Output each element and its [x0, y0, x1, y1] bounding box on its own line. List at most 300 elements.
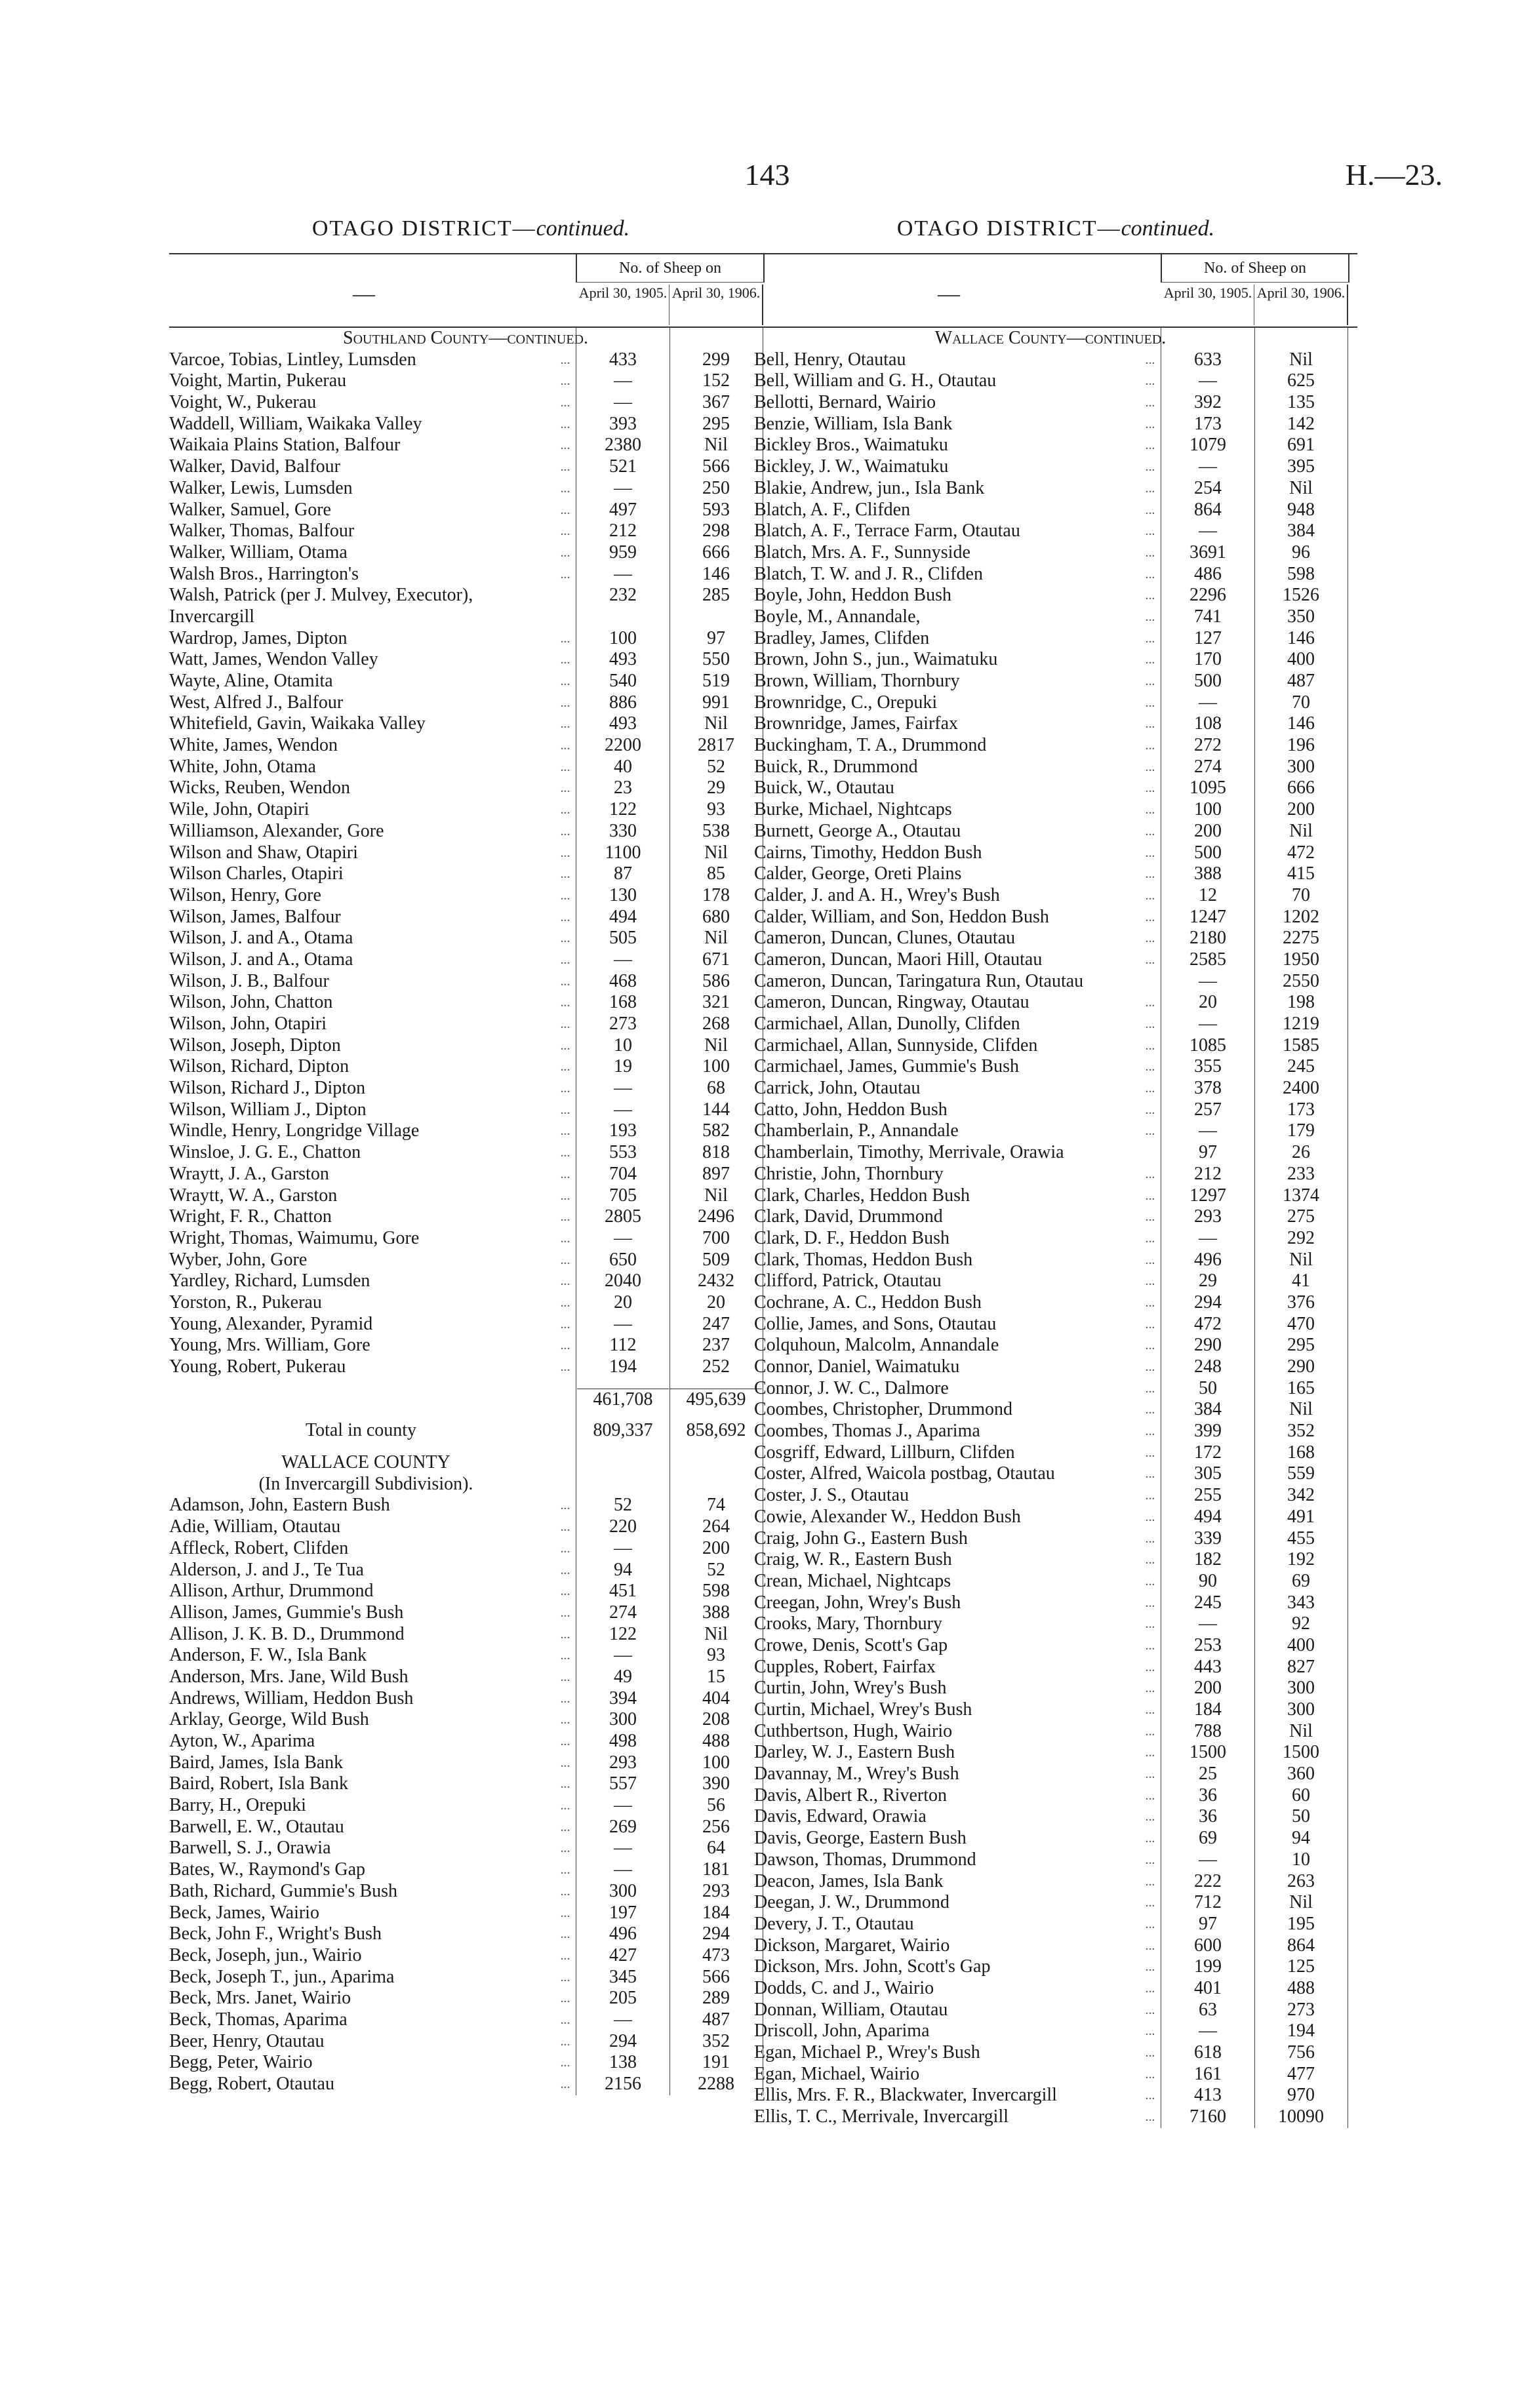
table-row	[754, 821, 1357, 842]
sheep-1905-cell: —	[1199, 1227, 1217, 1248]
table-row	[754, 1442, 1357, 1464]
row-name: Burnett, George A., Otautau	[754, 820, 961, 841]
leader-dots: ...	[560, 738, 570, 753]
leader-dots: ...	[1145, 1852, 1155, 1867]
row-name: Cameron, Duncan, Taringatura Run, Otautau	[754, 970, 1084, 991]
sheep-1906-cell: 455	[1287, 1528, 1315, 1549]
row-name: Wicks, Reuben, Wendon	[169, 778, 351, 799]
sheep-1905-cell: 600	[1194, 1935, 1222, 1956]
leader-dots: ...	[560, 1712, 570, 1727]
sheep-1906-cell: 245	[1287, 1056, 1315, 1077]
table-row	[754, 1014, 1357, 1035]
sheep-1906-cell: 29	[707, 778, 725, 799]
table-row	[169, 2031, 772, 2053]
sheep-1906-cell: 144	[702, 1099, 730, 1120]
row-name: Crowe, Denis, Scott's Gap	[754, 1634, 948, 1655]
row-name: Varcoe, Tobias, Lintley, Lumsden	[169, 349, 416, 370]
leader-dots: ...	[560, 2055, 570, 2070]
sheep-1906-cell: 237	[702, 1335, 730, 1356]
row-name: Beck, James, Wairio	[169, 1902, 319, 1923]
table-row	[754, 1956, 1357, 1978]
row-name: Boyle, M., Annandale,	[754, 606, 921, 627]
table-row	[169, 1988, 772, 2009]
sheep-1905-cell: —	[1199, 2021, 1217, 2042]
row-name: Coombes, Christopher, Drummond	[754, 1399, 1012, 1420]
sheep-1905-cell: 138	[609, 2052, 637, 2073]
row-name: Clark, D. F., Heddon Bush	[754, 1227, 949, 1248]
row-name: Ellis, Mrs. F. R., Blackwater, Invercargill	[754, 2085, 1057, 2106]
sheep-1906-cell: 566	[702, 456, 730, 477]
leader-dots: ...	[560, 1059, 570, 1075]
sheep-1906-cell: 10	[1292, 1849, 1310, 1870]
leader-dots: ...	[1145, 1038, 1155, 1053]
table-row	[754, 1507, 1357, 1528]
row-name: Invercargill	[169, 606, 255, 627]
leader-dots: ...	[1145, 1338, 1155, 1353]
row-name: Cupples, Robert, Fairfax	[754, 1656, 936, 1677]
row-name: Benzie, William, Isla Bank	[754, 413, 953, 434]
row-name: Williamson, Alexander, Gore	[169, 820, 384, 841]
sheep-1906-cell: 41	[1292, 1271, 1310, 1292]
sheep-1905-cell: 345	[609, 1966, 637, 1987]
sheep-1905-cell: 705	[609, 1185, 637, 1206]
sheep-1905-cell: 300	[609, 1709, 637, 1730]
section-heading	[169, 328, 772, 349]
row-name: Walsh Bros., Harrington's	[169, 563, 359, 584]
leader-dots: ...	[1145, 481, 1155, 496]
sheep-1906-cell: 263	[1287, 1870, 1315, 1891]
sheep-1906-cell: 858,692	[686, 1420, 746, 1441]
row-name: Wilson, James, Balfour	[169, 906, 341, 927]
sheep-1906-cell: 285	[702, 585, 730, 606]
sheep-1905-cell: 2296	[1189, 585, 1226, 606]
leader-dots: ...	[1145, 995, 1155, 1010]
sheep-1905-cell: 305	[1194, 1463, 1222, 1484]
sheep-1906-cell: 70	[1292, 884, 1310, 905]
table-row	[169, 757, 772, 778]
sheep-1905-cell: 650	[609, 1249, 637, 1270]
row-name: Calder, J. and A. H., Wrey's Bush	[754, 884, 1000, 905]
row-name: Total in county	[305, 1420, 417, 1441]
leader-dots: ...	[1145, 1274, 1155, 1289]
table-row	[169, 949, 772, 971]
row-name: Carrick, John, Otautau	[754, 1078, 921, 1099]
sheep-1906-cell: 598	[1287, 563, 1315, 584]
table-row	[754, 1892, 1357, 1914]
table-row	[754, 1228, 1357, 1250]
sheep-1905-cell: 496	[609, 1924, 637, 1944]
table-row	[169, 1356, 772, 1378]
table-row	[754, 713, 1357, 735]
leader-dots: ...	[1145, 1102, 1155, 1117]
table-row	[169, 1560, 772, 1581]
sheep-1905-cell: 130	[609, 884, 637, 905]
table-row	[754, 907, 1357, 928]
right-column-title	[754, 216, 1357, 241]
table-row	[754, 649, 1357, 671]
sheep-1905-cell: 2040	[605, 1271, 641, 1292]
table-row	[169, 1967, 772, 1988]
sheep-1906-cell: 289	[702, 1988, 730, 2009]
sheep-1905-cell: —	[614, 563, 632, 584]
leader-dots: ...	[560, 1166, 570, 1181]
sheep-1905-cell: —	[614, 1227, 632, 1248]
row-name: Waikaia Plains Station, Balfour	[169, 435, 401, 456]
leader-dots: ...	[560, 888, 570, 903]
sheep-1906-cell: 256	[702, 1816, 730, 1837]
leader-dots: ...	[560, 1541, 570, 1556]
sheep-1905-cell: 1500	[1189, 1742, 1226, 1763]
row-name: Driscoll, John, Aparima	[754, 2021, 930, 2042]
table-row	[169, 1945, 772, 1967]
leader-dots: ...	[1145, 1059, 1155, 1075]
sheep-1905-cell: 257	[1194, 1099, 1222, 1120]
table-row	[169, 1881, 772, 1903]
sheep-1906-cell: 192	[1287, 1549, 1315, 1570]
table-row	[169, 1602, 772, 1624]
table-row	[169, 370, 772, 392]
row-name: Bickley Bros., Waimatuku	[754, 435, 948, 456]
sheep-1905-cell: 293	[609, 1752, 637, 1773]
sheep-1906-cell: 2817	[698, 735, 734, 756]
row-name: Begg, Robert, Otautau	[169, 2074, 334, 2094]
leader-dots: ...	[560, 974, 570, 989]
sheep-1906-cell: 1202	[1283, 906, 1319, 927]
sheep-1905-cell: —	[1199, 970, 1217, 991]
leader-dots: ...	[1145, 1231, 1155, 1246]
sheep-1905-cell: 339	[1194, 1528, 1222, 1549]
sheep-1905-cell: 273	[609, 1014, 637, 1034]
leader-dots: ...	[1145, 416, 1155, 431]
leader-dots: ...	[1145, 2110, 1155, 2125]
table-row	[169, 1859, 772, 1881]
sheep-1905-cell: 497	[609, 499, 637, 520]
column-rule	[669, 328, 670, 2095]
sheep-1905-cell: 193	[609, 1120, 637, 1141]
table-row	[754, 2085, 1357, 2106]
sheep-1906-cell: Nil	[704, 1623, 728, 1644]
row-name: Dodds, C. and J., Wairio	[754, 1977, 934, 1998]
sheep-1905-cell: 63	[1199, 1999, 1217, 2020]
sheep-1905-cell: —	[614, 1099, 632, 1120]
leader-dots: ...	[1145, 717, 1155, 732]
leader-dots: ...	[1145, 1916, 1155, 1931]
row-name: Cameron, Duncan, Ringway, Otautau	[754, 992, 1029, 1013]
table-row	[169, 1709, 772, 1731]
sheep-1905-cell: 170	[1194, 649, 1222, 670]
sheep-1905-cell: —	[1199, 370, 1217, 391]
sheep-1906-cell: 152	[702, 370, 730, 391]
leader-dots: ...	[1145, 1788, 1155, 1803]
leader-dots: ...	[560, 1863, 570, 1878]
table-row	[754, 735, 1357, 757]
row-name: Alderson, J. and J., Te Tua	[169, 1559, 364, 1580]
sheep-1905-cell: 378	[1194, 1078, 1222, 1099]
sheep-1906-cell: 200	[702, 1537, 730, 1558]
sheep-1905-cell: 486	[1194, 563, 1222, 584]
row-name: Crooks, Mary, Thornbury	[754, 1613, 942, 1634]
sheep-1905-cell: 19	[614, 1056, 632, 1077]
sheep-1905-cell: —	[614, 1838, 632, 1859]
leader-dots: ...	[560, 717, 570, 732]
row-name: Wallace County—continued.	[934, 328, 1167, 348]
row-name: Barry, H., Orepuki	[169, 1795, 306, 1816]
leader-dots: ...	[560, 1017, 570, 1031]
leader-dots: ...	[1145, 1703, 1155, 1717]
sheep-1905-cell: —	[1199, 1849, 1217, 1870]
leader-dots: ...	[1145, 2024, 1155, 2039]
table-row	[169, 1688, 772, 1710]
sheep-1906-cell: 550	[702, 649, 730, 670]
row-name: Beck, Thomas, Aparima	[169, 2009, 348, 2030]
row-name: Bath, Richard, Gummie's Bush	[169, 1880, 398, 1901]
left-table-body	[169, 328, 772, 2095]
table-row	[754, 842, 1357, 864]
leader-dots: ...	[560, 823, 570, 839]
row-name: Dawson, Thomas, Drummond	[754, 1849, 976, 1870]
sheep-1906-cell: 200	[1287, 799, 1315, 820]
sheep-1905-cell: 294	[609, 2030, 637, 2051]
leader-dots: ...	[1145, 738, 1155, 753]
sheep-1905-cell: 293	[1194, 1206, 1222, 1227]
sheep-1905-cell: 384	[1194, 1399, 1222, 1420]
leader-dots: ...	[1145, 1210, 1155, 1225]
sheep-1906-cell: 352	[1287, 1421, 1315, 1442]
sheep-1906-cell: 472	[1287, 842, 1315, 863]
leader-dots: ...	[560, 1188, 570, 1203]
sheep-1905-cell: 557	[609, 1773, 637, 1794]
table-row	[169, 1185, 772, 1207]
leader-dots: ...	[1145, 395, 1155, 410]
right-column	[754, 216, 1357, 2128]
row-name: Andrews, William, Heddon Bush	[169, 1688, 414, 1708]
sheep-1906-cell: 487	[702, 2009, 730, 2030]
sheep-1906-cell: 64	[707, 1838, 725, 1859]
row-name: Wright, F. R., Chatton	[169, 1206, 332, 1227]
sheep-1905-cell: 413	[1194, 2085, 1222, 2106]
sheep-1905-cell: 355	[1194, 1056, 1222, 1077]
leader-dots: ...	[560, 909, 570, 924]
sheep-1905-cell: 788	[1194, 1720, 1222, 1741]
row-name: Beer, Henry, Otautau	[169, 2030, 325, 2051]
table-row	[169, 456, 772, 478]
row-name: Whitefield, Gavin, Waikaka Valley	[169, 713, 426, 734]
sheep-1905-cell: 493	[609, 713, 637, 734]
leader-dots: ...	[560, 781, 570, 796]
table-row	[169, 1752, 772, 1774]
table-row	[754, 1571, 1357, 1592]
leader-dots: ...	[560, 1927, 570, 1942]
table-row	[754, 1292, 1357, 1314]
table-row	[169, 414, 772, 435]
leader-dots: ...	[1145, 1424, 1155, 1439]
leader-dots: ...	[1145, 566, 1155, 582]
sheep-1905-cell: 2585	[1189, 949, 1226, 970]
row-name: Young, Mrs. William, Gore	[169, 1335, 370, 1356]
table-row	[754, 542, 1357, 564]
row-name: Coombes, Thomas J., Aparima	[754, 1421, 980, 1442]
table-row	[754, 1335, 1357, 1356]
table-row	[169, 1581, 772, 1602]
sheep-1905-cell: 959	[609, 542, 637, 563]
row-name: Catto, John, Heddon Bush	[754, 1099, 948, 1120]
row-name: Wayte, Aline, Otamita	[169, 671, 333, 691]
table-row	[169, 1056, 772, 1078]
leader-dots: ...	[560, 759, 570, 774]
sheep-1905-cell: 12	[1199, 884, 1217, 905]
sheep-1905-cell: 394	[609, 1688, 637, 1708]
leader-dots: ...	[560, 802, 570, 818]
row-name: Devery, J. T., Otautau	[754, 1913, 914, 1934]
leader-dots: ...	[1145, 1960, 1155, 1975]
row-name: Egan, Michael, Wairio	[754, 2063, 920, 2084]
sheep-1905-cell: 433	[609, 349, 637, 370]
table-row	[169, 2009, 772, 2031]
sheep-1906-cell: Nil	[1289, 477, 1313, 498]
table-row	[169, 500, 772, 521]
sheep-1906-cell: 198	[1287, 992, 1315, 1013]
row-name: Wilson, Henry, Gore	[169, 884, 321, 905]
sheep-1906-cell: 367	[702, 392, 730, 413]
row-name: White, James, Wendon	[169, 735, 338, 756]
sheep-1906-cell: 146	[702, 563, 730, 584]
table-row	[169, 606, 772, 628]
row-name: Cowie, Alexander W., Heddon Bush	[754, 1506, 1021, 1527]
left-table-header	[169, 253, 772, 328]
table-row	[169, 1838, 772, 1859]
row-name: Clark, Charles, Heddon Bush	[754, 1185, 970, 1206]
sheep-1906-cell: 491	[1287, 1506, 1315, 1527]
row-name: West, Alfred J., Balfour	[169, 692, 344, 713]
sheep-1906-cell: 700	[702, 1227, 730, 1248]
table-row	[754, 1635, 1357, 1657]
row-name: (In Invercargill Subdivision).	[258, 1473, 473, 1494]
sheep-1905-cell: —	[614, 1313, 632, 1334]
table-row	[754, 1699, 1357, 1721]
table-row	[169, 349, 772, 371]
leader-dots: ...	[560, 1841, 570, 1856]
leader-dots: ...	[1145, 1124, 1155, 1139]
sheep-1905-cell: 864	[1194, 499, 1222, 520]
row-name: Curtin, John, Wrey's Bush	[754, 1678, 947, 1699]
sheep-1905-cell: 97	[1199, 1913, 1217, 1934]
sheep-1905-cell: 184	[1194, 1699, 1222, 1720]
table-row	[169, 649, 772, 671]
leader-dots: ...	[1145, 867, 1155, 882]
table-row	[754, 1185, 1357, 1207]
sheep-1905-cell: 704	[609, 1163, 637, 1184]
leader-dots: ...	[1145, 1467, 1155, 1482]
row-name: Bates, W., Raymond's Gap	[169, 1859, 366, 1880]
table-row	[169, 692, 772, 714]
table-row	[169, 992, 772, 1014]
row-name: Blatch, T. W. and J. R., Clifden	[754, 563, 983, 584]
sheep-1906-cell: Nil	[1289, 349, 1313, 370]
row-name: Anderson, F. W., Isla Bank	[169, 1645, 367, 1666]
table-row	[169, 735, 772, 757]
sheep-1906-cell: 191	[702, 2052, 730, 2073]
table-row	[169, 521, 772, 542]
leader-dots: ...	[1145, 1360, 1155, 1374]
sheep-1905-cell: 493	[609, 649, 637, 670]
sheep-1906-cell: 473	[702, 1944, 730, 1965]
row-name: Begg, Peter, Wairio	[169, 2052, 313, 2073]
leader-dots: ...	[560, 1627, 570, 1642]
leader-dots: ...	[1145, 374, 1155, 389]
leader-dots: ...	[560, 1252, 570, 1267]
leader-dots: ...	[560, 1520, 570, 1535]
leader-dots: ...	[1145, 1488, 1155, 1503]
leader-dots: ...	[560, 374, 570, 389]
sheep-1906-cell: 666	[702, 542, 730, 563]
leader-dots: ...	[1145, 1745, 1155, 1760]
row-name: Walker, Samuel, Gore	[169, 499, 331, 520]
section-heading	[169, 1474, 772, 1495]
sheep-1905-cell: 220	[609, 1516, 637, 1537]
sheep-1906-cell: 691	[1287, 435, 1315, 456]
sheep-1906-cell: 181	[702, 1859, 730, 1880]
table-row	[169, 1924, 772, 1945]
sheep-1905-cell: 505	[609, 928, 637, 949]
sheep-1906-cell: 488	[702, 1731, 730, 1751]
sheep-1905-cell: —	[614, 1078, 632, 1099]
section-heading	[754, 328, 1357, 349]
leader-dots: ...	[560, 352, 570, 367]
sheep-1905-cell: 633	[1194, 349, 1222, 370]
table-row	[754, 1142, 1357, 1164]
sheep-1906-cell: 352	[702, 2030, 730, 2051]
sheep-1905-cell: 90	[1199, 1570, 1217, 1591]
sheep-1905-cell: 472	[1194, 1313, 1222, 1334]
sheep-1906-cell: 384	[1287, 521, 1315, 542]
row-name: Yardley, Richard, Lumsden	[169, 1271, 370, 1292]
sheep-1906-cell: 415	[1287, 863, 1315, 884]
row-name: Adamson, John, Eastern Bush	[169, 1495, 390, 1516]
table-row	[169, 1731, 772, 1752]
total-row	[169, 1420, 772, 1442]
left-year-1906-header: April 30, 1906.	[670, 285, 763, 325]
row-name: Carmichael, James, Gummie's Bush	[754, 1056, 1019, 1077]
sheep-1906-cell: 15	[707, 1666, 725, 1687]
sheep-1905-cell: 36	[1199, 1785, 1217, 1806]
table-row	[754, 606, 1357, 628]
sheep-1906-cell: 680	[702, 906, 730, 927]
sheep-1905-cell: —	[614, 2009, 632, 2030]
sheep-1905-cell: —	[614, 1537, 632, 1558]
right-year-1906-header: April 30, 1906.	[1255, 285, 1348, 325]
sheep-1905-cell: 468	[609, 970, 637, 991]
sheep-1906-cell: 756	[1287, 2042, 1315, 2063]
row-name: Bradley, James, Clifden	[754, 627, 930, 648]
table-row	[754, 2064, 1357, 2085]
sheep-1906-cell: 273	[1287, 1999, 1315, 2020]
sheep-1906-cell: 85	[707, 863, 725, 884]
leader-dots: ...	[560, 1498, 570, 1513]
row-name: Davis, Albert R., Riverton	[754, 1785, 947, 1806]
sheep-1906-cell: 52	[707, 1559, 725, 1580]
sheep-1906-cell: 264	[702, 1516, 730, 1537]
sheep-1905-cell: 100	[1194, 799, 1222, 820]
row-name: Watt, James, Wendon Valley	[169, 649, 378, 670]
table-row	[754, 1056, 1357, 1078]
row-name: Calder, William, and Son, Heddon Bush	[754, 906, 1049, 927]
table-row	[754, 992, 1357, 1014]
table-row	[169, 713, 772, 735]
sheep-1905-cell: 2200	[605, 735, 641, 756]
left-description-header: —	[353, 282, 375, 306]
row-name: Dickson, Margaret, Wairio	[754, 1935, 950, 1956]
sheep-1906-cell: 343	[1287, 1592, 1315, 1613]
